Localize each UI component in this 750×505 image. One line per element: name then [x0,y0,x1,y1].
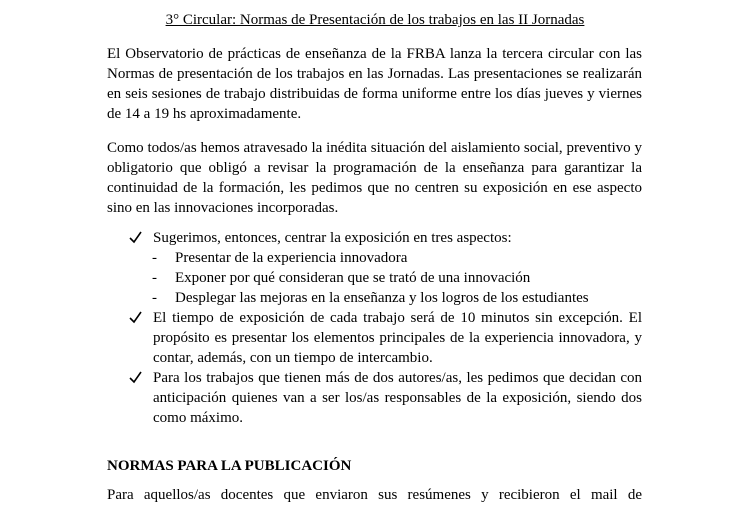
checklist-item [107,368,642,428]
checklist-item-text: El tiempo de exposición de cada trabajo será de 10 minutos sin excepción. El propósito es presentar los elementos principales de la experiencia innovadora, y contar, además, con un tiempo de intercambio. [153,310,642,366]
intro-paragraph: El Observatorio de prácticas de enseñanza de la FRBA lanza la tercera circular con las Normas de presentación de los trabajos en las Jornadas. Las presentaciones se realizarán en seis sesiones de trabajo distribuidas de forma uniforme entre los días jueves y viernes de 14 a 19 hs aproximadamente. [107,46,642,122]
dash-bullet: - [152,270,157,286]
tail-paragraph: Para aquellos/as docentes que enviaron sus resúmenes y recibieron el mail de [107,487,642,503]
dash-bullet: - [152,250,157,266]
sub-list-item [107,288,642,308]
checklist-item [107,308,642,368]
context-paragraph: Como todos/as hemos atravesado la inédita situación del aislamiento social, preventivo y obligatorio que obligó a revisar la programación de la enseñanza para garantizar la continuidad de la formación, les pedimos que no centren su exposición en ese aspecto sino en las innovaciones incorporadas. [107,140,642,216]
section-heading: NORMAS PARA LA PUBLICACIÓN [107,458,352,474]
checkmark-icon [129,228,143,248]
dash-bullet: - [152,290,157,306]
checkmark-icon [129,368,143,388]
page-title: 3° Circular: Normas de Presentación de los trabajos en las II Jornadas [165,12,585,28]
checklist-item [107,228,642,248]
sub-list-item-text: Desplegar las mejoras en la enseñanza y los logros de los estudiantes [175,290,589,306]
sub-list-item-text: Exponer por qué consideran que se trató de una innovación [175,270,531,286]
checkmark-icon [129,308,143,328]
sub-list-item [107,268,642,288]
sub-list-item [107,248,642,268]
checklist [107,228,642,428]
checklist-item-text: Sugerimos, entonces, centrar la exposición en tres aspectos: [153,230,512,246]
sub-list-item-text: Presentar de la experiencia innovadora [175,250,408,266]
checklist-item-text: Para los trabajos que tienen más de dos autores/as, les pedimos que decidan con anticipación quienes van a ser los/as responsables de la exposición, siendo dos como máximo. [153,370,642,426]
